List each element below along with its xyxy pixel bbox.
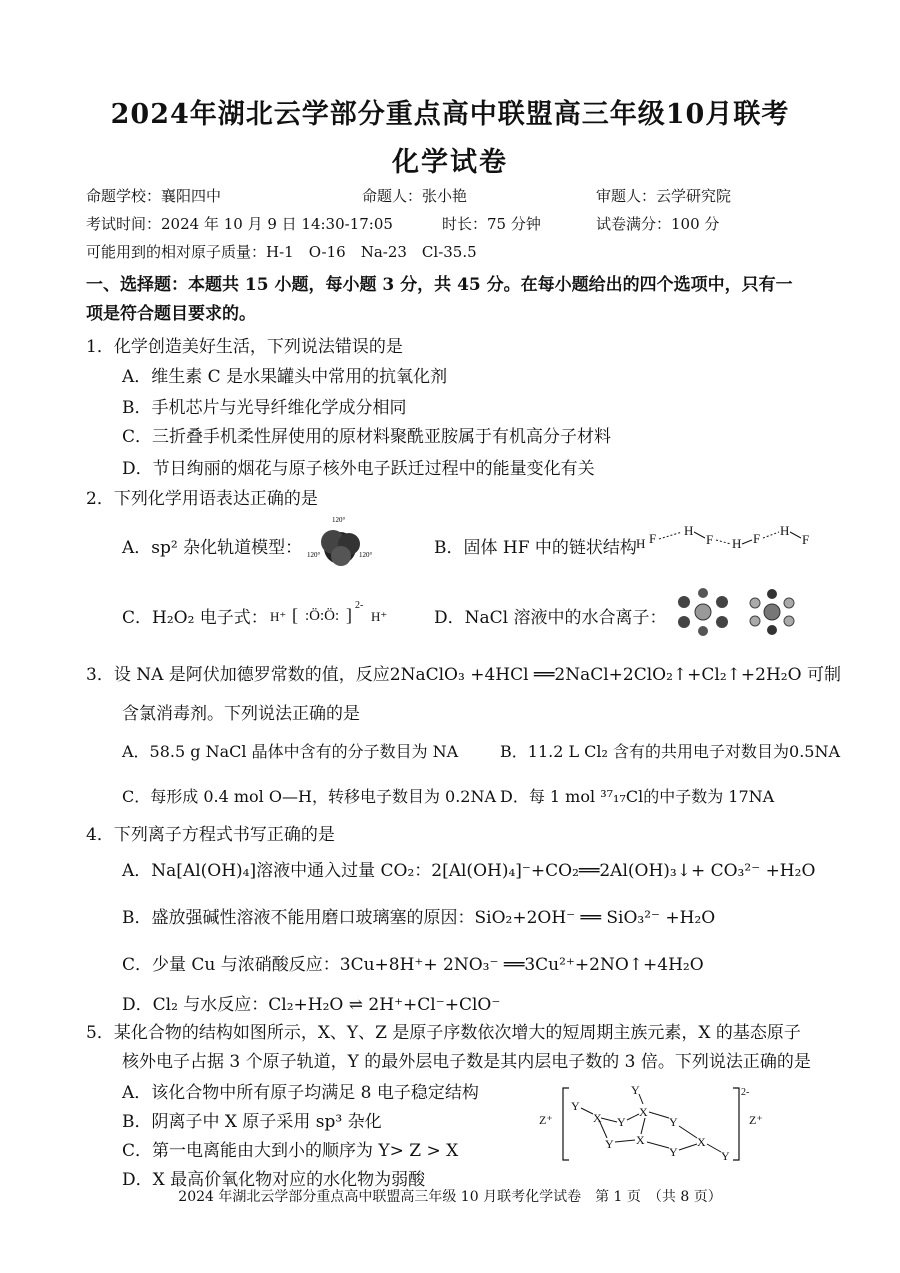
q2-option-b: B．固体 HF 中的链状结构 <box>434 538 637 558</box>
q5-option-a: A．该化合物中所有原子均满足 8 电子稳定结构 <box>122 1083 479 1103</box>
section-heading-line1: 一、选择题：本题共 15 小题，每小题 3 分，共 45 分。在每小题给出的四个选项中，只有一 <box>86 275 793 295</box>
q5-option-c: C．第一电离能由大到小的顺序为 Y> Z > X <box>122 1141 459 1161</box>
water-molecule <box>716 596 728 608</box>
angle-label: 120° <box>359 551 373 559</box>
hydrogen-bond <box>763 532 779 538</box>
q2-option-d: D．NaCl 溶液中的水合离子： <box>434 608 667 628</box>
hydrated-ions-image <box>670 587 810 637</box>
atom-y: Y <box>617 1115 626 1129</box>
q4-stem: 4．下列离子方程式书写正确的是 <box>86 825 335 845</box>
q1-option-d: D．节日绚丽的烟花与原子核外电子跃迁过程中的能量变化有关 <box>122 459 595 479</box>
atom-f: F <box>802 532 810 547</box>
charge-label: 2- <box>355 600 364 611</box>
hydrogen-bond <box>659 532 682 539</box>
atom-h: H <box>732 536 742 551</box>
hf-chain-structure <box>634 524 819 554</box>
atom-h: H <box>780 524 790 538</box>
atom-h: H <box>684 524 694 538</box>
q4-option-d: D．Cl₂ 与水反应：Cl₂+H₂O ⇌ 2H⁺+Cl⁻+ClO⁻ <box>122 995 501 1015</box>
q1-option-c: C．三折叠手机柔性屏使用的原材料聚酰亚胺属于有机高分子材料 <box>122 427 612 447</box>
q3-stem-line1: 3．设 NA 是阿伏加德罗常数的值，反应2NaClO₃ +4HCl ══2NaCl+2ClO₂↑+Cl₂↑+2H₂O 可制 <box>86 665 841 685</box>
atom-y: Y <box>669 1145 678 1159</box>
atom-x: X <box>639 1105 648 1119</box>
q3-option-b: B．11.2 L Cl₂ 含有的共用电子对数目为0.5NA <box>500 742 841 761</box>
q3-option-a: A．58.5 g NaCl 晶体中含有的分子数目为 NA <box>122 742 459 761</box>
hydrated-cation <box>678 588 728 636</box>
q5-stem-line2: 核外电子占据 3 个原子轨道，Y 的最外层电子数是其内层电子数的 3 倍。下列说法正确的是 <box>122 1052 811 1072</box>
bond <box>581 1108 593 1114</box>
q3-stem-line2: 含氯消毒剂。下列说法正确的是 <box>122 704 360 724</box>
q4-option-a: A．Na[Al(OH)₄]溶液中通入过量 CO₂：2[Al(OH)₄]⁻+CO₂══2Al(OH)₃↓+ CO₃²⁻ +H₂O <box>122 861 816 881</box>
water-molecule <box>767 589 777 599</box>
bond <box>615 1140 635 1142</box>
meta-time: 考试时间：2024 年 10 月 9 日 14:30-17:05 <box>86 215 393 233</box>
water-molecule <box>698 588 708 598</box>
h-ion: H⁺ <box>371 609 388 624</box>
atom-f: F <box>649 531 657 546</box>
cation-label: Z⁺ <box>539 1113 553 1127</box>
orbital-lobe <box>331 546 351 566</box>
meta-atomic-masses: 可能用到的相对原子质量：H-1 O-16 Na-23 Cl-35.5 <box>86 243 477 261</box>
q1-option-b: B．手机芯片与光导纤维化学成分相同 <box>122 398 407 418</box>
hydrated-anion <box>750 589 794 635</box>
q5-option-d: D．X 最高价氧化物对应的水化物为弱酸 <box>122 1170 426 1190</box>
exam-subtitle: 化学试卷 <box>392 147 508 178</box>
bond <box>649 1112 669 1118</box>
q2-option-c: C．H₂O₂ 电子式： <box>122 608 268 628</box>
meta-author: 命题人：张小艳 <box>362 187 468 205</box>
exam-title: 2024年湖北云学部分重点高中联盟高三年级10月联考 <box>110 99 790 130</box>
section-heading-line2: 项是符合题目要求的。 <box>86 304 256 324</box>
angle-label: 120° <box>307 551 321 559</box>
q2-stem: 2．下列化学用语表达正确的是 <box>86 489 318 509</box>
hydrogen-bond <box>716 540 731 544</box>
bond <box>641 1118 645 1134</box>
page-footer: 2024 年湖北云学部分重点高中联盟高三年级 10 月联考化学试卷 第 1 页 （共 8 页） <box>178 1189 722 1205</box>
atom-x: X <box>636 1133 645 1147</box>
q1-stem: 1．化学创造美好生活，下列说法错误的是 <box>86 337 403 357</box>
atom-f: F <box>753 531 761 546</box>
central-ion <box>764 604 780 620</box>
atom-h: H <box>636 536 646 551</box>
q3-option-d: D．每 1 mol ³⁷₁₇Cl的中子数为 17NA <box>500 787 775 806</box>
water-molecule <box>716 616 728 628</box>
water-molecule <box>678 616 690 628</box>
q4-option-b: B．盛放强碱性溶液不能用磨口玻璃塞的原因：SiO₂+2OH⁻ ══ SiO₃²⁻ +H₂O <box>122 908 716 928</box>
q3-option-c: C．每形成 0.4 mol O—H，转移电子数目为 0.2NA <box>122 787 497 806</box>
meta-duration: 时长：75 分钟 <box>442 215 541 233</box>
covalent-bond <box>694 532 705 538</box>
right-bracket: ] <box>346 605 352 625</box>
water-molecule <box>750 616 760 626</box>
atom-x: X <box>593 1111 602 1125</box>
water-molecule <box>678 596 690 608</box>
atom-y: Y <box>571 1099 580 1113</box>
covalent-bond <box>742 540 752 544</box>
compound-structure-diagram <box>535 1080 805 1164</box>
bond <box>707 1144 721 1152</box>
atom-y: Y <box>721 1149 730 1163</box>
cation-label: Z⁺ <box>749 1113 763 1127</box>
q5-stem-line1: 5．某化合物的结构如图所示，X、Y、Z 是原子序数依次增大的短周期主族元素，X 的基态原子 <box>86 1023 801 1043</box>
left-bracket <box>563 1088 569 1160</box>
charge-label: 2- <box>741 1087 750 1098</box>
bond <box>601 1118 617 1122</box>
water-molecule <box>750 598 760 608</box>
h2o2-electron-formula <box>268 596 398 630</box>
bond <box>679 1126 697 1138</box>
sp2-orbital-model-image <box>305 512 375 572</box>
bond <box>627 1114 639 1120</box>
meta-reviewer: 审题人：云学研究院 <box>596 187 732 205</box>
bond <box>679 1144 697 1150</box>
meta-school: 命题学校：襄阳四中 <box>86 187 222 205</box>
q1-option-a: A．维生素 C 是水果罐头中常用的抗氧化剂 <box>122 367 448 387</box>
water-molecule <box>698 626 708 636</box>
left-bracket: [ <box>292 605 298 625</box>
water-molecule <box>784 616 794 626</box>
water-molecule <box>767 625 777 635</box>
covalent-bond <box>790 532 801 538</box>
atom-y: Y <box>631 1083 640 1097</box>
atom-o: :Ö:Ö: <box>305 608 340 624</box>
atom-x: X <box>697 1135 706 1149</box>
h-ion: H⁺ <box>270 609 287 624</box>
bond <box>647 1142 669 1148</box>
water-molecule <box>784 598 794 608</box>
q4-option-c: C．少量 Cu 与浓硝酸反应：3Cu+8H⁺+ 2NO₃⁻ ══3Cu²⁺+2NO↑+4H₂O <box>122 955 704 975</box>
meta-score: 试卷满分：100 分 <box>596 215 720 233</box>
atom-f: F <box>706 532 714 547</box>
right-bracket <box>733 1088 739 1160</box>
atom-y: Y <box>605 1137 614 1151</box>
central-ion <box>695 604 711 620</box>
q2-option-a: A．sp² 杂化轨道模型： <box>122 538 303 558</box>
atom-y: Y <box>669 1115 678 1129</box>
q5-option-b: B．阴离子中 X 原子采用 sp³ 杂化 <box>122 1112 382 1132</box>
angle-label: 120° <box>332 516 346 524</box>
